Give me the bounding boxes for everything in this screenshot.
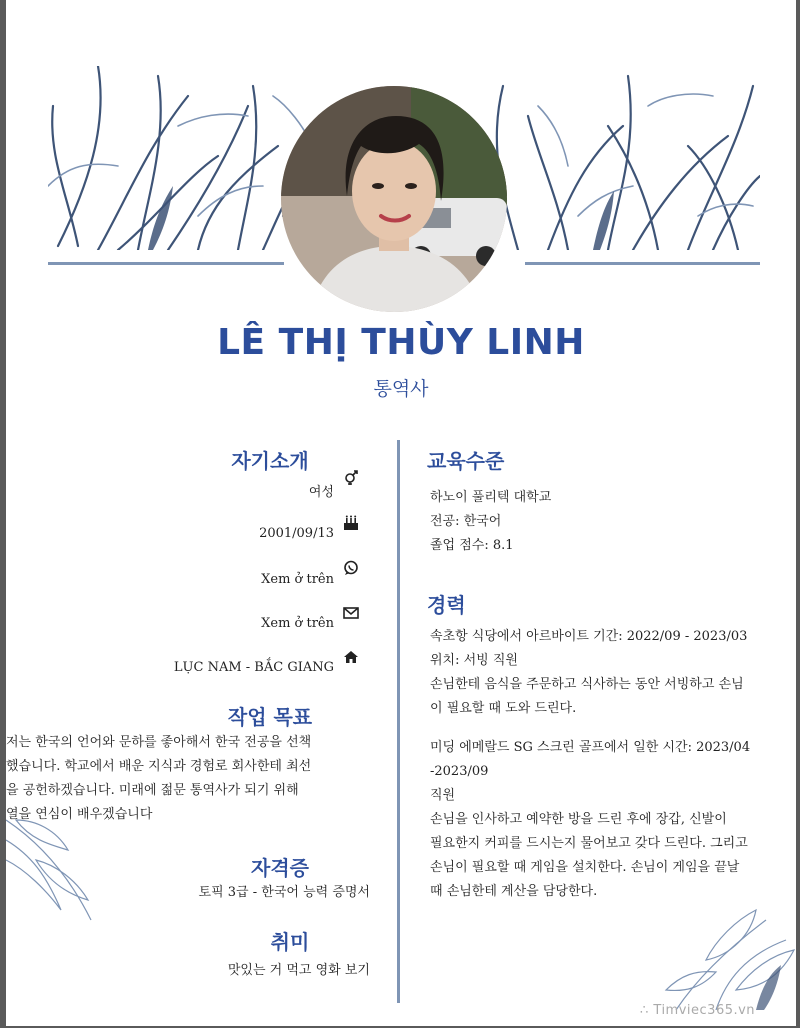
birthday-cake-icon — [342, 514, 360, 532]
education-major: 전공: 한국어 — [430, 514, 502, 529]
objective-line: 을 공헌하겠습니다. 미래에 젊문 통역사가 되기 위해 — [6, 783, 299, 798]
leaf-corner-right — [656, 900, 796, 1010]
intro-heading: 자기소개 — [231, 449, 309, 473]
birthday-text: 2001/09/13 — [259, 526, 334, 541]
phone-text: Xem ở trên — [261, 572, 334, 587]
candidate-role: 통역사 — [373, 378, 429, 400]
job-line: 직원 — [430, 788, 456, 803]
job-line: 손님이 필요할 때 게임을 설치한다. 손님이 게임을 끝날 — [430, 860, 740, 875]
experience-job-2 — [430, 736, 796, 904]
job-line: 속초항 식당에서 아르바이트 기간: 2022/09 - 2023/03 — [430, 629, 748, 644]
column-divider — [397, 440, 400, 1003]
education-grade: 졸업 점수: 8.1 — [430, 538, 514, 553]
job-line: 때 손님한테 계산을 담당한다. — [430, 884, 598, 899]
hobbies-text: 맛있는 거 먹고 영화 보기 — [227, 963, 370, 978]
job-line: 필요한지 커피를 드시는지 물어보고 갖다 드린다. 그리고 — [430, 836, 748, 851]
watermark: ∴ Timviec365.vn — [640, 1003, 756, 1018]
objective-line: 저는 한국의 언어와 문하를 좋아해서 한국 전공을 선책 — [6, 735, 312, 750]
header-rule-left — [48, 262, 284, 265]
education-school: 하노이 풀리텍 대학교 — [430, 490, 552, 505]
cv-page — [6, 0, 796, 1026]
certificates-text: 토픽 3급 - 한국어 능력 증명서 — [198, 885, 370, 900]
profile-photo — [281, 86, 507, 312]
education-text — [430, 486, 551, 558]
job-line: 위치: 서빙 직원 — [430, 653, 518, 668]
email-icon — [342, 604, 360, 622]
leaf-corner-left — [6, 800, 96, 930]
job-line: 손님한테 음식을 주문하고 식사하는 동안 서빙하고 손님 — [430, 677, 744, 692]
certificates-heading: 자격증 — [251, 856, 309, 880]
job-line: 미딩 에메랄드 SG 스크린 골프에서 일한 시간: 2023/04 — [430, 740, 751, 755]
address-text: LỤC NAM - BẮC GIANG — [173, 660, 334, 675]
job-line: 손님을 인사하고 예약한 방을 드린 후에 장갑, 신발이 — [430, 812, 727, 827]
header-rule-right — [525, 262, 760, 265]
education-heading: 교육수준 — [427, 449, 505, 473]
candidate-name: LÊ THỊ THÙY LINH — [217, 322, 585, 363]
experience-heading: 경력 — [427, 593, 466, 617]
gender-icon — [342, 468, 360, 486]
job-line: 이 필요할 때 도와 드린다. — [430, 701, 577, 716]
job-line: -2023/09 — [430, 764, 489, 779]
objective-line: 했습니다. 학교에서 배운 지식과 경험로 회사한테 최선 — [6, 759, 312, 774]
home-icon — [342, 648, 360, 666]
hobbies-heading: 취미 — [270, 930, 310, 954]
whatsapp-icon — [342, 559, 360, 577]
objective-heading: 작업 목표 — [227, 705, 313, 729]
experience-job-1 — [430, 625, 796, 721]
gender-text: 여성 — [308, 485, 334, 500]
objective-line: 열을 연심이 배우겠습니다 — [6, 807, 153, 822]
email-text: Xem ở trên — [261, 616, 334, 631]
